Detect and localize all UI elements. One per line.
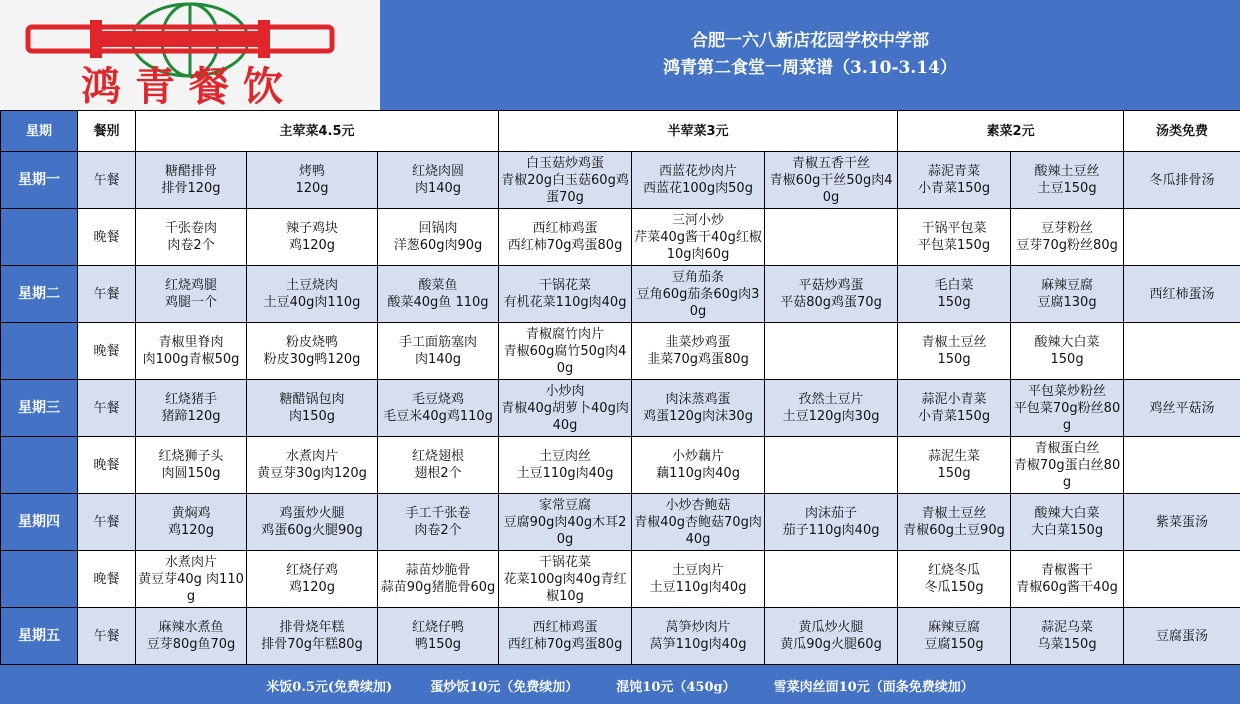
dish-name: 肉沫蒸鸡蛋 bbox=[665, 392, 731, 407]
dish-name: 小炒藕片 bbox=[672, 449, 725, 464]
dish-detail: 西红柿70g鸡蛋80g bbox=[507, 238, 623, 253]
dish-detail: 小青菜150g bbox=[918, 181, 991, 196]
dish-detail: 豆芽70g粉丝80g bbox=[1016, 238, 1118, 253]
half-meat-dish-cell bbox=[765, 494, 898, 551]
dish-name: 水煮肉片 bbox=[164, 554, 217, 570]
half-meat-dish-cell bbox=[632, 437, 765, 494]
day-cell: 星期二 bbox=[1, 266, 78, 323]
day-cell bbox=[1, 323, 78, 380]
veg-dish-cell bbox=[898, 209, 1011, 266]
dish-name: 蒜泥青菜 bbox=[928, 164, 981, 179]
dish-name: 酸辣大白菜 bbox=[1034, 335, 1100, 350]
dish-detail: 鸡120g bbox=[167, 523, 215, 538]
table-row bbox=[1, 551, 1240, 608]
dish-detail: 豆腐130g bbox=[1037, 295, 1097, 310]
dish-name: 红烧鸡腿 bbox=[164, 278, 217, 293]
table-row bbox=[1, 494, 1240, 551]
dish-name: 平包菜炒粉丝 bbox=[1028, 383, 1107, 399]
dish-detail: 青椒40g胡萝卜40g肉40g bbox=[501, 400, 629, 433]
dish-name: 青椒腐竹肉片 bbox=[526, 326, 605, 342]
half-meat-dish-cell bbox=[499, 152, 632, 209]
dish-detail: 平包菜70g粉丝80g bbox=[1013, 400, 1121, 433]
dish-detail: 豆角60g茄条60g肉30g bbox=[636, 286, 760, 319]
dish-name: 黄瓜炒火腿 bbox=[798, 620, 864, 635]
dish-detail: 西红柿70g鸡蛋80g bbox=[507, 637, 623, 652]
half-meat-dish-cell bbox=[499, 494, 632, 551]
dish-name: 回锅肉 bbox=[418, 221, 458, 236]
dish-name: 蒜泥生菜 bbox=[928, 449, 981, 464]
main-meat-dish-cell bbox=[247, 551, 378, 608]
dish-detail: 平菇80g鸡蛋70g bbox=[780, 295, 882, 310]
dish-detail: 肉150g bbox=[288, 409, 336, 424]
dish-name: 蒜泥乌菜 bbox=[1041, 620, 1094, 635]
dish-detail: 青椒60g干丝50g肉40g bbox=[769, 172, 893, 205]
dish-name: 麻辣豆腐 bbox=[1041, 278, 1094, 293]
footer-item-fried-rice: 蛋炒饭10元（免费续加） bbox=[430, 680, 579, 695]
main-meat-dish-cell bbox=[378, 323, 499, 380]
dish-name: 土豆烧肉 bbox=[285, 278, 338, 293]
soup-cell: 鸡丝平菇汤 bbox=[1124, 380, 1240, 437]
dish-detail: 鸡120g bbox=[288, 238, 336, 253]
dish-name: 莴笋炒肉片 bbox=[665, 620, 731, 635]
dish-detail: 平包菜150g bbox=[918, 238, 991, 253]
half-meat-dish-cell bbox=[632, 551, 765, 608]
dish-detail: 莴笋110g肉40g bbox=[649, 637, 747, 652]
dish-name: 糖醋排骨 bbox=[164, 164, 217, 179]
half-meat-dish-cell bbox=[765, 608, 898, 665]
dish-detail: 土豆150g bbox=[1037, 181, 1097, 196]
dish-name: 干锅花菜 bbox=[539, 554, 592, 570]
main-meat-dish-cell bbox=[378, 209, 499, 266]
dish-detail: 乌菜150g bbox=[1037, 637, 1097, 652]
dish-name: 红烧冬瓜 bbox=[928, 563, 981, 578]
half-meat-dish-cell bbox=[632, 266, 765, 323]
day-cell bbox=[1, 437, 78, 494]
dish-detail: 肉140g bbox=[414, 352, 462, 367]
veg-dish-cell bbox=[898, 551, 1011, 608]
veg-dish-cell bbox=[898, 494, 1011, 551]
header-half-meat: 半荤菜3元 bbox=[499, 111, 898, 152]
half-meat-dish-cell bbox=[499, 266, 632, 323]
main-meat-dish-cell bbox=[378, 380, 499, 437]
day-cell: 星期四 bbox=[1, 494, 78, 551]
main-meat-dish-cell bbox=[136, 608, 247, 665]
dish-name: 辣子鸡块 bbox=[285, 221, 338, 236]
veg-dish-cell bbox=[898, 152, 1011, 209]
dish-name: 肉沫茄子 bbox=[805, 506, 858, 521]
half-meat-dish-cell bbox=[499, 209, 632, 266]
dish-name: 红烧猪手 bbox=[164, 392, 217, 407]
soup-cell: 冬瓜排骨汤 bbox=[1124, 152, 1240, 209]
half-meat-dish-cell bbox=[765, 266, 898, 323]
dish-name: 平菇炒鸡蛋 bbox=[798, 278, 864, 293]
main-meat-dish-cell bbox=[136, 266, 247, 323]
veg-dish-cell bbox=[898, 608, 1011, 665]
dish-detail: 肉140g bbox=[414, 181, 462, 196]
dish-detail: 花菜100g肉40g青红椒10g bbox=[503, 571, 627, 604]
dish-name: 红烧狮子头 bbox=[158, 449, 224, 464]
veg-dish-cell bbox=[898, 266, 1011, 323]
dish-name: 三河小炒 bbox=[672, 212, 725, 228]
soup-cell: 紫菜蛋汤 bbox=[1124, 494, 1240, 551]
half-meat-dish-cell bbox=[632, 380, 765, 437]
dish-detail: 150g bbox=[937, 295, 971, 310]
dish-name: 西红柿鸡蛋 bbox=[532, 620, 598, 635]
veg-dish-cell bbox=[1011, 437, 1124, 494]
half-meat-dish-cell bbox=[632, 494, 765, 551]
half-meat-dish-cell bbox=[499, 437, 632, 494]
dish-name: 豆角茄条 bbox=[672, 269, 725, 285]
dish-detail: 土豆110g肉40g bbox=[516, 466, 614, 481]
dish-detail: 韭菜70g鸡蛋80g bbox=[647, 352, 749, 367]
footer bbox=[0, 667, 1240, 704]
meal-cell: 晚餐 bbox=[78, 209, 136, 266]
dish-detail: 150g bbox=[937, 352, 971, 367]
dish-name: 酸辣大白菜 bbox=[1034, 506, 1100, 521]
dish-detail: 冬瓜150g bbox=[924, 580, 984, 595]
dish-detail: 120g bbox=[295, 181, 329, 196]
dish-detail: 土豆120g肉30g bbox=[782, 409, 880, 424]
table-row bbox=[1, 209, 1240, 266]
header-day: 星期 bbox=[1, 111, 78, 152]
half-meat-dish-cell bbox=[765, 323, 898, 380]
half-meat-dish-cell bbox=[499, 551, 632, 608]
dish-detail: 青椒60g土豆90g bbox=[903, 523, 1005, 538]
half-meat-dish-cell bbox=[765, 209, 898, 266]
main-meat-dish-cell bbox=[136, 494, 247, 551]
header-soup: 汤类免费 bbox=[1124, 111, 1240, 152]
dish-detail: 西蓝花100g肉50g bbox=[643, 181, 753, 196]
veg-dish-cell bbox=[1011, 551, 1124, 608]
main-meat-dish-cell bbox=[247, 437, 378, 494]
dish-detail: 鸡蛋120g肉沫30g bbox=[643, 409, 753, 424]
main-meat-dish-cell bbox=[136, 323, 247, 380]
main-meat-dish-cell bbox=[247, 209, 378, 266]
dish-name: 水煮肉片 bbox=[285, 449, 338, 464]
header-meal: 餐别 bbox=[78, 111, 136, 152]
dish-detail: 豆芽80g鱼70g bbox=[146, 637, 236, 652]
main-meat-dish-cell bbox=[378, 266, 499, 323]
table-row bbox=[1, 608, 1240, 665]
table-row bbox=[1, 437, 1240, 494]
dish-detail: 酸菜40g鱼 110g bbox=[387, 295, 489, 310]
main-meat-dish-cell bbox=[136, 152, 247, 209]
dish-detail: 青椒70g蛋白丝80g bbox=[1013, 457, 1121, 490]
main-meat-dish-cell bbox=[247, 152, 378, 209]
dish-detail: 鸡120g bbox=[288, 580, 336, 595]
day-cell: 星期一 bbox=[1, 152, 78, 209]
half-meat-dish-cell bbox=[499, 380, 632, 437]
dish-name: 孜然土豆片 bbox=[798, 392, 864, 407]
dish-detail: 有机花菜110g肉40g bbox=[503, 295, 627, 310]
dish-name: 青椒里脊肉 bbox=[158, 335, 224, 350]
main-meat-dish-cell bbox=[136, 209, 247, 266]
menu-body bbox=[1, 152, 1240, 665]
dish-name: 手工千张卷 bbox=[405, 506, 471, 521]
header-main-meat: 主荤菜4.5元 bbox=[136, 111, 499, 152]
dish-name: 小炒肉 bbox=[545, 383, 585, 399]
dish-name: 小炒杏鲍菇 bbox=[665, 497, 731, 513]
day-cell: 星期三 bbox=[1, 380, 78, 437]
half-meat-dish-cell bbox=[632, 608, 765, 665]
dish-name: 红烧仔鸭 bbox=[412, 620, 465, 635]
main-meat-dish-cell bbox=[136, 380, 247, 437]
main-meat-dish-cell bbox=[136, 551, 247, 608]
dish-name: 蒜泥小青菜 bbox=[921, 392, 987, 407]
meal-cell: 晚餐 bbox=[78, 551, 136, 608]
dish-detail: 青椒60g腐竹50g肉40g bbox=[503, 343, 627, 376]
soup-cell bbox=[1124, 209, 1240, 266]
veg-dish-cell bbox=[1011, 266, 1124, 323]
meal-cell: 午餐 bbox=[78, 380, 136, 437]
main-meat-dish-cell bbox=[378, 551, 499, 608]
dish-name: 麻辣水煮鱼 bbox=[158, 620, 224, 635]
dish-name: 青椒蛋白丝 bbox=[1034, 440, 1100, 456]
veg-dish-cell bbox=[1011, 209, 1124, 266]
table-row bbox=[1, 152, 1240, 209]
dish-detail: 蒜苗90g猪脆骨60g bbox=[380, 580, 496, 595]
dish-detail: 黄瓜90g火腿60g bbox=[780, 637, 882, 652]
veg-dish-cell bbox=[898, 380, 1011, 437]
dish-name: 蒜苗炒脆骨 bbox=[405, 563, 471, 578]
main-meat-dish-cell bbox=[378, 608, 499, 665]
dish-name: 红烧仔鸡 bbox=[285, 563, 338, 578]
dish-detail: 茄子110g肉40g bbox=[782, 523, 880, 538]
soup-cell: 豆腐蛋汤 bbox=[1124, 608, 1240, 665]
dish-detail: 豆腐150g bbox=[924, 637, 984, 652]
dish-detail: 肉卷2个 bbox=[414, 523, 462, 538]
dish-name: 手工面筋塞肉 bbox=[399, 335, 478, 350]
dish-name: 酸菜鱼 bbox=[418, 278, 458, 293]
dish-name: 西红柿鸡蛋 bbox=[532, 221, 598, 236]
dish-detail: 青椒40g杏鲍菇70g肉40g bbox=[634, 514, 762, 547]
meal-cell: 午餐 bbox=[78, 152, 136, 209]
dish-name: 红烧翅根 bbox=[412, 449, 465, 464]
dish-detail: 芹菜40g酱干40g红椒10g肉60g bbox=[634, 229, 762, 262]
dish-detail: 猪蹄120g bbox=[161, 409, 221, 424]
table-row bbox=[1, 323, 1240, 380]
dish-detail: 肉100g青椒50g bbox=[142, 352, 240, 367]
meal-cell: 晚餐 bbox=[78, 323, 136, 380]
dish-name: 家常豆腐 bbox=[539, 497, 592, 513]
header-veg: 素菜2元 bbox=[898, 111, 1124, 152]
title-line-1: 合肥一六八新店花园学校中学部 bbox=[691, 31, 929, 51]
dish-detail: 藕110g肉40g bbox=[656, 466, 740, 481]
table-header-row bbox=[1, 111, 1240, 152]
dish-name: 豆芽粉丝 bbox=[1041, 221, 1094, 236]
main-meat-dish-cell bbox=[378, 437, 499, 494]
dish-name: 青椒土豆丝 bbox=[921, 335, 987, 350]
veg-dish-cell bbox=[1011, 494, 1124, 551]
main-meat-dish-cell bbox=[247, 608, 378, 665]
dish-detail: 小青菜150g bbox=[918, 409, 991, 424]
half-meat-dish-cell bbox=[765, 380, 898, 437]
soup-cell: 西红柿蛋汤 bbox=[1124, 266, 1240, 323]
footer-item-rice: 米饭0.5元(免费续加) bbox=[266, 680, 393, 695]
dish-detail: 排骨70g年糕80g bbox=[261, 637, 363, 652]
menu-table bbox=[0, 110, 1240, 665]
logo bbox=[0, 0, 380, 110]
main-meat-dish-cell bbox=[247, 494, 378, 551]
logo-text: 鸿青餐饮 bbox=[81, 64, 297, 110]
dish-name: 青椒酱干 bbox=[1041, 563, 1094, 578]
half-meat-dish-cell bbox=[765, 437, 898, 494]
half-meat-dish-cell bbox=[632, 152, 765, 209]
table-row bbox=[1, 380, 1240, 437]
half-meat-dish-cell bbox=[765, 152, 898, 209]
main-meat-dish-cell bbox=[247, 266, 378, 323]
half-meat-dish-cell bbox=[765, 551, 898, 608]
dish-name: 土豆肉片 bbox=[672, 563, 725, 578]
meal-cell: 午餐 bbox=[78, 494, 136, 551]
dish-detail: 150g bbox=[1050, 352, 1084, 367]
table-row bbox=[1, 266, 1240, 323]
dish-detail: 黄豆芽40g 肉110g bbox=[138, 571, 244, 604]
page-header bbox=[0, 0, 1240, 110]
dish-name: 毛豆烧鸡 bbox=[412, 392, 465, 407]
dish-name: 千张卷肉 bbox=[164, 221, 217, 236]
dish-detail: 肉圆150g bbox=[161, 466, 221, 481]
dish-name: 毛白菜 bbox=[934, 278, 974, 293]
soup-cell bbox=[1124, 437, 1240, 494]
half-meat-dish-cell bbox=[499, 323, 632, 380]
day-cell bbox=[1, 209, 78, 266]
dish-detail: 青椒60g酱干40g bbox=[1016, 580, 1118, 595]
dish-name: 青椒土豆丝 bbox=[921, 506, 987, 521]
dish-detail: 青椒20g白玉菇60g鸡蛋70g bbox=[501, 172, 629, 205]
main-meat-dish-cell bbox=[378, 152, 499, 209]
veg-dish-cell bbox=[1011, 608, 1124, 665]
footer-item-noodles: 雪菜肉丝面10元（面条免费续加） bbox=[773, 680, 974, 695]
dish-name: 黄焖鸡 bbox=[171, 506, 211, 521]
veg-dish-cell bbox=[1011, 380, 1124, 437]
half-meat-dish-cell bbox=[499, 608, 632, 665]
soup-cell bbox=[1124, 551, 1240, 608]
dish-detail: 黄豆芽30g肉120g bbox=[257, 466, 367, 481]
dish-name: 麻辣豆腐 bbox=[928, 620, 981, 635]
main-meat-dish-cell bbox=[136, 437, 247, 494]
footer-item-wonton: 混饨10元（450g） bbox=[616, 680, 736, 695]
veg-dish-cell bbox=[1011, 323, 1124, 380]
dish-name: 红烧肉圆 bbox=[412, 164, 465, 179]
dish-name: 韭菜炒鸡蛋 bbox=[665, 335, 731, 350]
dish-name: 西蓝花炒肉片 bbox=[659, 164, 738, 179]
day-cell: 星期五 bbox=[1, 608, 78, 665]
main-meat-dish-cell bbox=[247, 323, 378, 380]
dish-name: 酸辣土豆丝 bbox=[1034, 164, 1100, 179]
soup-cell bbox=[1124, 323, 1240, 380]
dish-detail: 土豆40g肉110g bbox=[263, 295, 361, 310]
dish-name: 干锅花菜 bbox=[539, 278, 592, 293]
dish-name: 青椒五香干丝 bbox=[792, 155, 871, 171]
dish-name: 土豆肉丝 bbox=[539, 449, 592, 464]
day-cell bbox=[1, 551, 78, 608]
title-line-2: 鸿青第二食堂一周菜谱（3.10-3.14） bbox=[663, 58, 957, 78]
half-meat-dish-cell bbox=[632, 323, 765, 380]
main-meat-dish-cell bbox=[378, 494, 499, 551]
half-meat-dish-cell bbox=[632, 209, 765, 266]
dish-detail: 翅根2个 bbox=[414, 466, 462, 481]
main-meat-dish-cell bbox=[247, 380, 378, 437]
veg-dish-cell bbox=[1011, 152, 1124, 209]
dish-name: 排骨烧年糕 bbox=[279, 620, 345, 635]
dish-detail: 洋葱60g肉90g bbox=[393, 238, 483, 253]
page-title bbox=[380, 28, 1240, 82]
meal-cell: 午餐 bbox=[78, 266, 136, 323]
dish-detail: 150g bbox=[937, 466, 971, 481]
dish-name: 白玉菇炒鸡蛋 bbox=[526, 155, 605, 171]
veg-dish-cell bbox=[898, 437, 1011, 494]
dish-detail: 土豆110g肉40g bbox=[649, 580, 747, 595]
dish-detail: 粉皮30g鸭120g bbox=[263, 352, 361, 367]
dish-detail: 毛豆米40g鸡110g bbox=[383, 409, 493, 424]
meal-cell: 晚餐 bbox=[78, 437, 136, 494]
meal-cell: 午餐 bbox=[78, 608, 136, 665]
veg-dish-cell bbox=[898, 323, 1011, 380]
dish-detail: 鸡腿一个 bbox=[164, 295, 217, 310]
dish-detail: 鸭150g bbox=[414, 637, 462, 652]
dish-detail: 豆腐90g肉40g木耳20g bbox=[503, 514, 627, 547]
dish-name: 糖醋锅包肉 bbox=[279, 392, 345, 407]
dish-name: 粉皮烧鸭 bbox=[285, 335, 338, 350]
dish-name: 烤鸭 bbox=[298, 164, 325, 179]
dish-name: 干锅平包菜 bbox=[921, 221, 987, 236]
dish-detail: 肉卷2个 bbox=[167, 238, 215, 253]
dish-name: 鸡蛋炒火腿 bbox=[279, 506, 345, 521]
dish-detail: 鸡蛋60g火腿90g bbox=[261, 523, 363, 538]
dish-detail: 排骨120g bbox=[161, 181, 221, 196]
dish-detail: 大白菜150g bbox=[1031, 523, 1104, 538]
